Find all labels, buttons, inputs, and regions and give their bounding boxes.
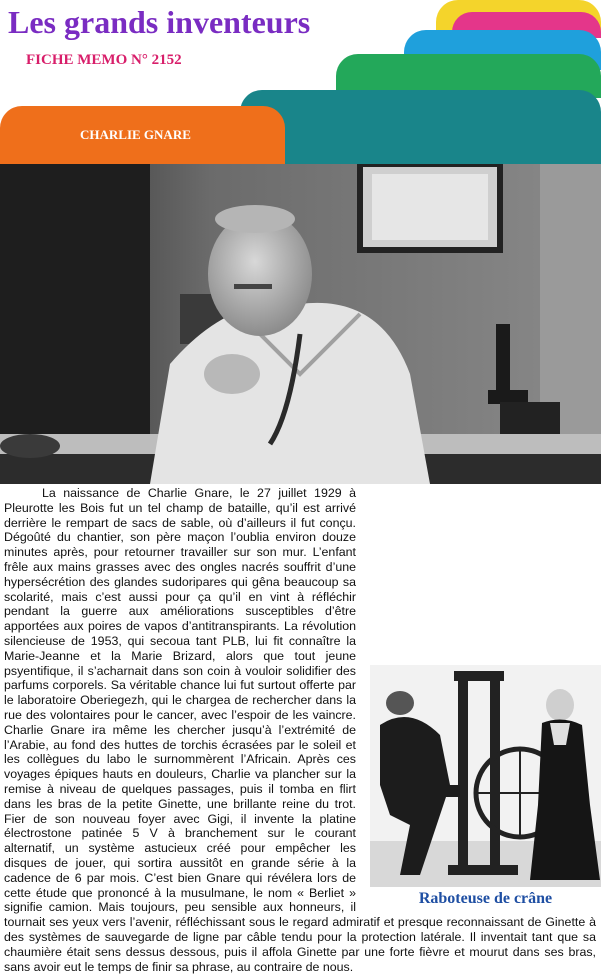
inventor-name: CHARLIE GNARE [80,127,191,142]
skull-planer-engraving [370,665,601,887]
header-tab-teal [240,90,601,164]
page-title: Les grands inventeurs [8,4,311,40]
memo-number: FICHE MEMO N° 2152 [26,52,182,68]
article-text: La naissance de Charlie Gnare, le 27 juillet 1929 à Pleurotte les Bois fut un tel champ de bataille, qu’il est arrivé derrière le rempart de sacs de sable, où d’ailleurs il fut conçu. Dégoûté du chantier, son père maçon l’oublia environ douze minutes après, pour retourner travailler sur son mur. L’enfant frêle aux mains grasses avec des ongles nacrés souffrit d’une hypersécrétion des glandes sudoripares qui gêna beaucoup sa scolarité, mais c’est aussi pour ça qu’il en vint à réfléchir pendant la guerre aux améliorations susceptibles d’être apportées aux poires de vapos d’antitranspirants. La révolution silencieuse de 1953, qui secoua tant PLB, lui fit connaître la Marie-Jeanne et la Marie Brizard, alors que tout jeune psyentifique, il s’acharnait dans son coin à vouloir solidifier des parfums corporels. Sa véritable chance lui fut surtout offerte par le laboratoire Oberiegezh, qui le chargea de rechercher dans la rue des volontaires pour le cancer, avec l’espoir de les vaincre. Charlie Gnare ira même les chercher jusqu’à l’extrémité de l’Arabie, au fond des huttes de torchis écrasées par le soleil et les collègues du labo le surnommèrent l’Africain. Après ces voyages épiques hauts en douleurs, Charlie va plancher sur la remise à niveau de quelques passages, puis il tomba en flirt dans les bras de la petite Ginette, une brillante reine du trot. Fier de son nouveau foyer avec Gigi, il invente la platine électrostone patinée 5 V à branchement sur le courant alternatif, un système astucieux créé pour empêcher les disques de jouer, qui sortira aussitôt en grande série à la cadence de 6 par mois. C’est bien Gnare qui révélera lors de cette étude que prononcé à la musulmane, le nom « Berliet » signifie camion. Mais toujours, peu sensible aux honneurs, il tournait ses yeux vers l’avenir, réfléchissant sous le regard admiratif et presque reconnaissant de Ginette à des systèmes de sauvegarde de ligne par câble tendu pour la protection latérale. Il inventait tant que sa chaumière était sens dessus dessous, puis il affola Ginette par une forte fièvre et mourut dans ses bras, sans avoir eut le temps de finir sa phrase, au contraire de nous. [4,486,596,974]
inventor-photo [0,164,601,484]
figure-caption: Raboteuse de crâne [418,890,553,907]
